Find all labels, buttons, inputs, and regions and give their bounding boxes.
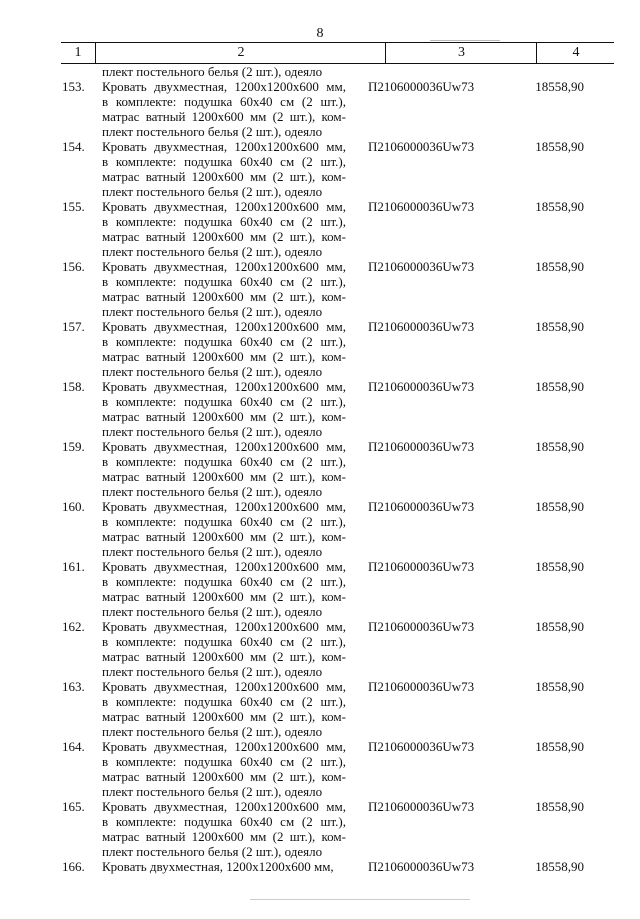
description-line: плект постельного белья (2 шт.), одеяло [102, 304, 323, 319]
table-row [0, 679, 640, 739]
description-line: плект постельного белья (2 шт.), одеяло [102, 784, 323, 799]
row-description [102, 199, 346, 259]
row-number: 159. [62, 439, 85, 454]
description-line: плект постельного белья (2 шт.), одеяло [102, 484, 323, 499]
row-description [102, 499, 346, 559]
row-code: П2106000036Uw73 [368, 799, 475, 814]
row-number: 160. [62, 499, 85, 514]
row-price: 18558,90 [535, 799, 584, 814]
row-number: 155. [62, 199, 85, 214]
header-col-2: 2 [95, 43, 386, 63]
description-line: матрас ватный 1200x600 мм (2 шт.), ком- [102, 349, 346, 364]
table-header [61, 42, 614, 64]
table-row [0, 199, 640, 259]
description-line: матрас ватный 1200x600 мм (2 шт.), ком- [102, 469, 346, 484]
description-line: Кровать двухместная, 1200x1200x600 мм, [102, 799, 346, 814]
row-code: П2106000036Uw73 [368, 679, 475, 694]
table-row [0, 259, 640, 319]
scan-artifact [250, 899, 470, 900]
row-price: 18558,90 [535, 319, 584, 334]
row-code: П2106000036Uw73 [368, 379, 475, 394]
header-col-1: 1 [74, 45, 82, 60]
row-code: П2106000036Uw73 [368, 559, 475, 574]
row-code: П2106000036Uw73 [368, 319, 475, 334]
description-line: Кровать двухместная, 1200x1200x600 мм, [102, 859, 334, 874]
description-line: в комплекте: подушка 60x40 см (2 шт.), [102, 694, 346, 709]
description-line: в комплекте: подушка 60x40 см (2 шт.), [102, 154, 346, 169]
description-line: плект постельного белья (2 шт.), одеяло [102, 244, 323, 259]
row-code: П2106000036Uw73 [368, 259, 475, 274]
description-line: Кровать двухместная, 1200x1200x600 мм, [102, 139, 346, 154]
description-line: плект постельного белья (2 шт.), одеяло [102, 364, 323, 379]
row-code: П2106000036Uw73 [368, 79, 475, 94]
description-line: Кровать двухместная, 1200x1200x600 мм, [102, 739, 346, 754]
row-description [102, 379, 346, 439]
description-line: в комплекте: подушка 60x40 см (2 шт.), [102, 634, 346, 649]
table-row [0, 439, 640, 499]
description-line: матрас ватный 1200x600 мм (2 шт.), ком- [102, 229, 346, 244]
description-line: матрас ватный 1200x600 мм (2 шт.), ком- [102, 109, 346, 124]
table-row [0, 79, 640, 139]
row-number: 158. [62, 379, 85, 394]
row-number: 163. [62, 679, 85, 694]
row-price: 18558,90 [535, 499, 584, 514]
row-description [102, 859, 346, 874]
row-price: 18558,90 [535, 739, 584, 754]
description-line: матрас ватный 1200x600 мм (2 шт.), ком- [102, 829, 346, 844]
description-line: плект постельного белья (2 шт.), одеяло [102, 844, 323, 859]
row-code: П2106000036Uw73 [368, 199, 475, 214]
description-line: Кровать двухместная, 1200x1200x600 мм, [102, 319, 346, 334]
description-line: Кровать двухместная, 1200x1200x600 мм, [102, 499, 346, 514]
row-price: 18558,90 [535, 439, 584, 454]
description-line: матрас ватный 1200x600 мм (2 шт.), ком- [102, 409, 346, 424]
description-line: матрас ватный 1200x600 мм (2 шт.), ком- [102, 169, 346, 184]
description-line: в комплекте: подушка 60x40 см (2 шт.), [102, 814, 346, 829]
row-number: 166. [62, 859, 85, 874]
row-description [102, 259, 346, 319]
description-line: в комплекте: подушка 60x40 см (2 шт.), [102, 94, 346, 109]
description-line: матрас ватный 1200x600 мм (2 шт.), ком- [102, 529, 346, 544]
table-row [0, 859, 640, 919]
description-line: плект постельного белья (2 шт.), одеяло [102, 544, 323, 559]
description-line: Кровать двухместная, 1200x1200x600 мм, [102, 199, 346, 214]
row-number: 164. [62, 739, 85, 754]
row-number: 153. [62, 79, 85, 94]
row-code: П2106000036Uw73 [368, 739, 475, 754]
row-description [102, 319, 346, 379]
description-line: матрас ватный 1200x600 мм (2 шт.), ком- [102, 769, 346, 784]
row-description [102, 559, 346, 619]
row-price: 18558,90 [535, 859, 584, 874]
row-description [102, 439, 346, 499]
row-price: 18558,90 [535, 79, 584, 94]
page-number: 8 [316, 26, 324, 41]
description-line: в комплекте: подушка 60x40 см (2 шт.), [102, 454, 346, 469]
description-line: в комплекте: подушка 60x40 см (2 шт.), [102, 574, 346, 589]
table-row [0, 739, 640, 799]
description-line: матрас ватный 1200x600 мм (2 шт.), ком- [102, 589, 346, 604]
description-line: Кровать двухместная, 1200x1200x600 мм, [102, 79, 346, 94]
description-line: Кровать двухместная, 1200x1200x600 мм, [102, 379, 346, 394]
description-line: плект постельного белья (2 шт.), одеяло [102, 724, 323, 739]
row-code: П2106000036Uw73 [368, 619, 475, 634]
row-description [102, 679, 346, 739]
description-line: Кровать двухместная, 1200x1200x600 мм, [102, 679, 346, 694]
description-line: в комплекте: подушка 60x40 см (2 шт.), [102, 274, 346, 289]
description-line: матрас ватный 1200x600 мм (2 шт.), ком- [102, 709, 346, 724]
row-number: 154. [62, 139, 85, 154]
table-row [0, 619, 640, 679]
row-price: 18558,90 [535, 559, 584, 574]
row-price: 18558,90 [535, 139, 584, 154]
table-row [0, 319, 640, 379]
description-line: Кровать двухместная, 1200x1200x600 мм, [102, 619, 346, 634]
description-line: плект постельного белья (2 шт.), одеяло [102, 184, 323, 199]
description-line: матрас ватный 1200x600 мм (2 шт.), ком- [102, 289, 346, 304]
row-price: 18558,90 [535, 379, 584, 394]
row-code: П2106000036Uw73 [368, 439, 475, 454]
row-price: 18558,90 [535, 259, 584, 274]
row-description [102, 799, 346, 859]
scan-artifact [430, 40, 500, 41]
description-line: плект постельного белья (2 шт.), одеяло [102, 424, 323, 439]
description-line: плект постельного белья (2 шт.), одеяло [102, 664, 323, 679]
description-line: в комплекте: подушка 60x40 см (2 шт.), [102, 334, 346, 349]
row-number: 162. [62, 619, 85, 634]
table-body [0, 79, 640, 919]
row-number: 165. [62, 799, 85, 814]
row-description [102, 739, 346, 799]
row-description [102, 79, 346, 139]
row-code: П2106000036Uw73 [368, 139, 475, 154]
description-line: Кровать двухместная, 1200x1200x600 мм, [102, 259, 346, 274]
description-line: в комплекте: подушка 60x40 см (2 шт.), [102, 394, 346, 409]
header-col-4: 4 [536, 43, 615, 63]
table-row [0, 559, 640, 619]
description-line: Кровать двухместная, 1200x1200x600 мм, [102, 439, 346, 454]
row-code: П2106000036Uw73 [368, 859, 475, 874]
description-line: в комплекте: подушка 60x40 см (2 шт.), [102, 754, 346, 769]
table-row [0, 799, 640, 859]
row-price: 18558,90 [535, 199, 584, 214]
row-price: 18558,90 [535, 619, 584, 634]
row-number: 157. [62, 319, 85, 334]
row-description [102, 619, 346, 679]
row-description [102, 139, 346, 199]
description-line: Кровать двухместная, 1200x1200x600 мм, [102, 559, 346, 574]
table-row [0, 379, 640, 439]
table-row [0, 139, 640, 199]
description-line: в комплекте: подушка 60x40 см (2 шт.), [102, 514, 346, 529]
header-col-3: 3 [385, 43, 537, 63]
row-number: 161. [62, 559, 85, 574]
description-line: плект постельного белья (2 шт.), одеяло [102, 604, 323, 619]
continuation-text: плект постельного белья (2 шт.), одеяло [102, 64, 323, 79]
row-code: П2106000036Uw73 [368, 499, 475, 514]
row-number: 156. [62, 259, 85, 274]
description-line: в комплекте: подушка 60x40 см (2 шт.), [102, 214, 346, 229]
description-line: матрас ватный 1200x600 мм (2 шт.), ком- [102, 649, 346, 664]
row-price: 18558,90 [535, 679, 584, 694]
table-row [0, 499, 640, 559]
description-line: плект постельного белья (2 шт.), одеяло [102, 124, 323, 139]
